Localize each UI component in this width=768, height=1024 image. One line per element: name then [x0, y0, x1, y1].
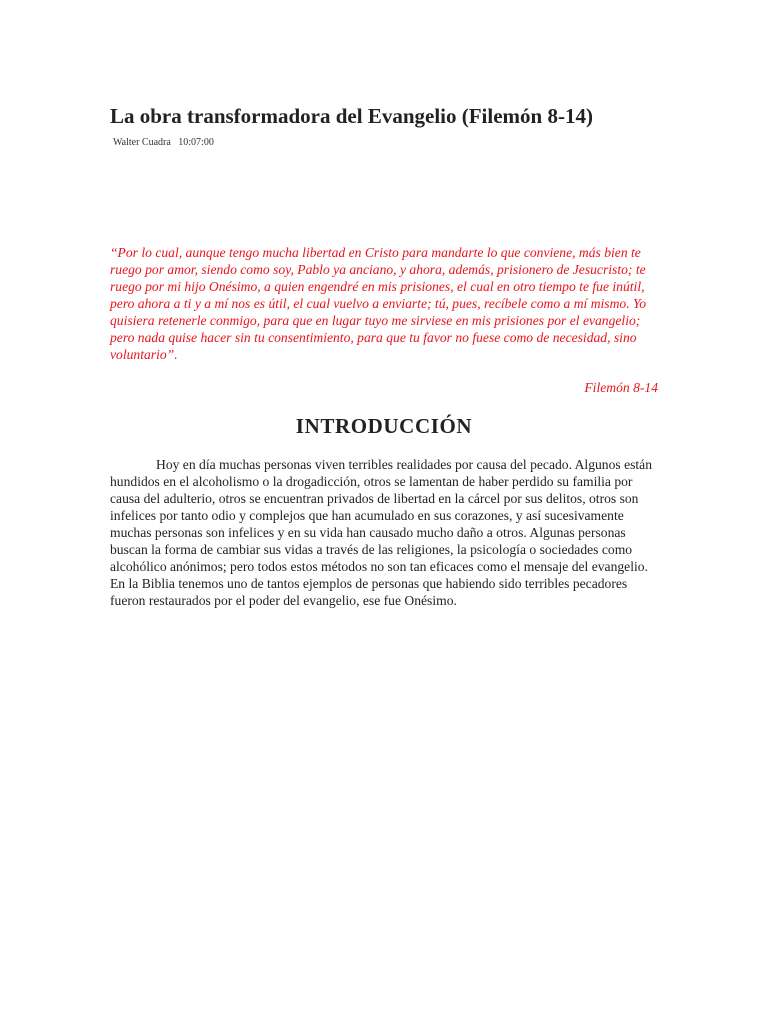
section-heading: INTRODUCCIÓN [295, 414, 473, 438]
post-time: 10:07:00 [178, 137, 214, 148]
document-title: La obra transformadora del Evangelio (Filemón 8-14) [110, 104, 593, 128]
author-name: Walter Cuadra [113, 137, 171, 148]
scripture-reference: Filemón 8-14 [584, 380, 658, 395]
post-meta [113, 137, 214, 149]
scripture-quote: “Por lo cual, aunque tengo mucha libertad en Cristo para mandarte lo que conviene, más bien te ruego por amor, siendo como soy, Pablo ya anciano, y ahora, además, prisionero de Jesucristo; te ruego por mi hijo Onésimo, a quien engendré en mis prisiones, el cual en otro tiempo te fue inútil, pero ahora a ti y a mí nos es útil, el cual vuelvo a enviarte; tú, pues, recíbele como a mí mismo. Yo quisiera retenerle conmigo, para que en lugar tuyo me sirviese en mis prisiones por el evangelio; pero nada quise hacer sin tu consentimiento, para que tu favor no fuese como de necesidad, sino voluntario”. [110, 245, 647, 362]
introduction-paragraph: Hoy en día muchas personas viven terribles realidades por causa del pecado. Algunos están hundidos en el alcoholismo o la drogadicción, otros se lamentan de haber perdido su familia por causa del adulterio, otros se encuentran privados de libertad en la cárcel por sus delitos, otros son infelices por tanto odio y complejos que han acumulado en sus corazones, y así sucesivamente muchas personas son infelices y en su vida han causado mucho daño a otros. Algunas personas buscan la forma de cambiar sus vidas a través de las religiones, la psicología o sociedades como alcohólico anónimos; pero todos estos métodos no son tan eficaces como el mensaje del evangelio. En la Biblia tenemos uno de tantos ejemplos de personas que habiendo sido terribles pecadores fueron restaurados por el poder del evangelio, ese fue Onésimo. [110, 457, 653, 608]
